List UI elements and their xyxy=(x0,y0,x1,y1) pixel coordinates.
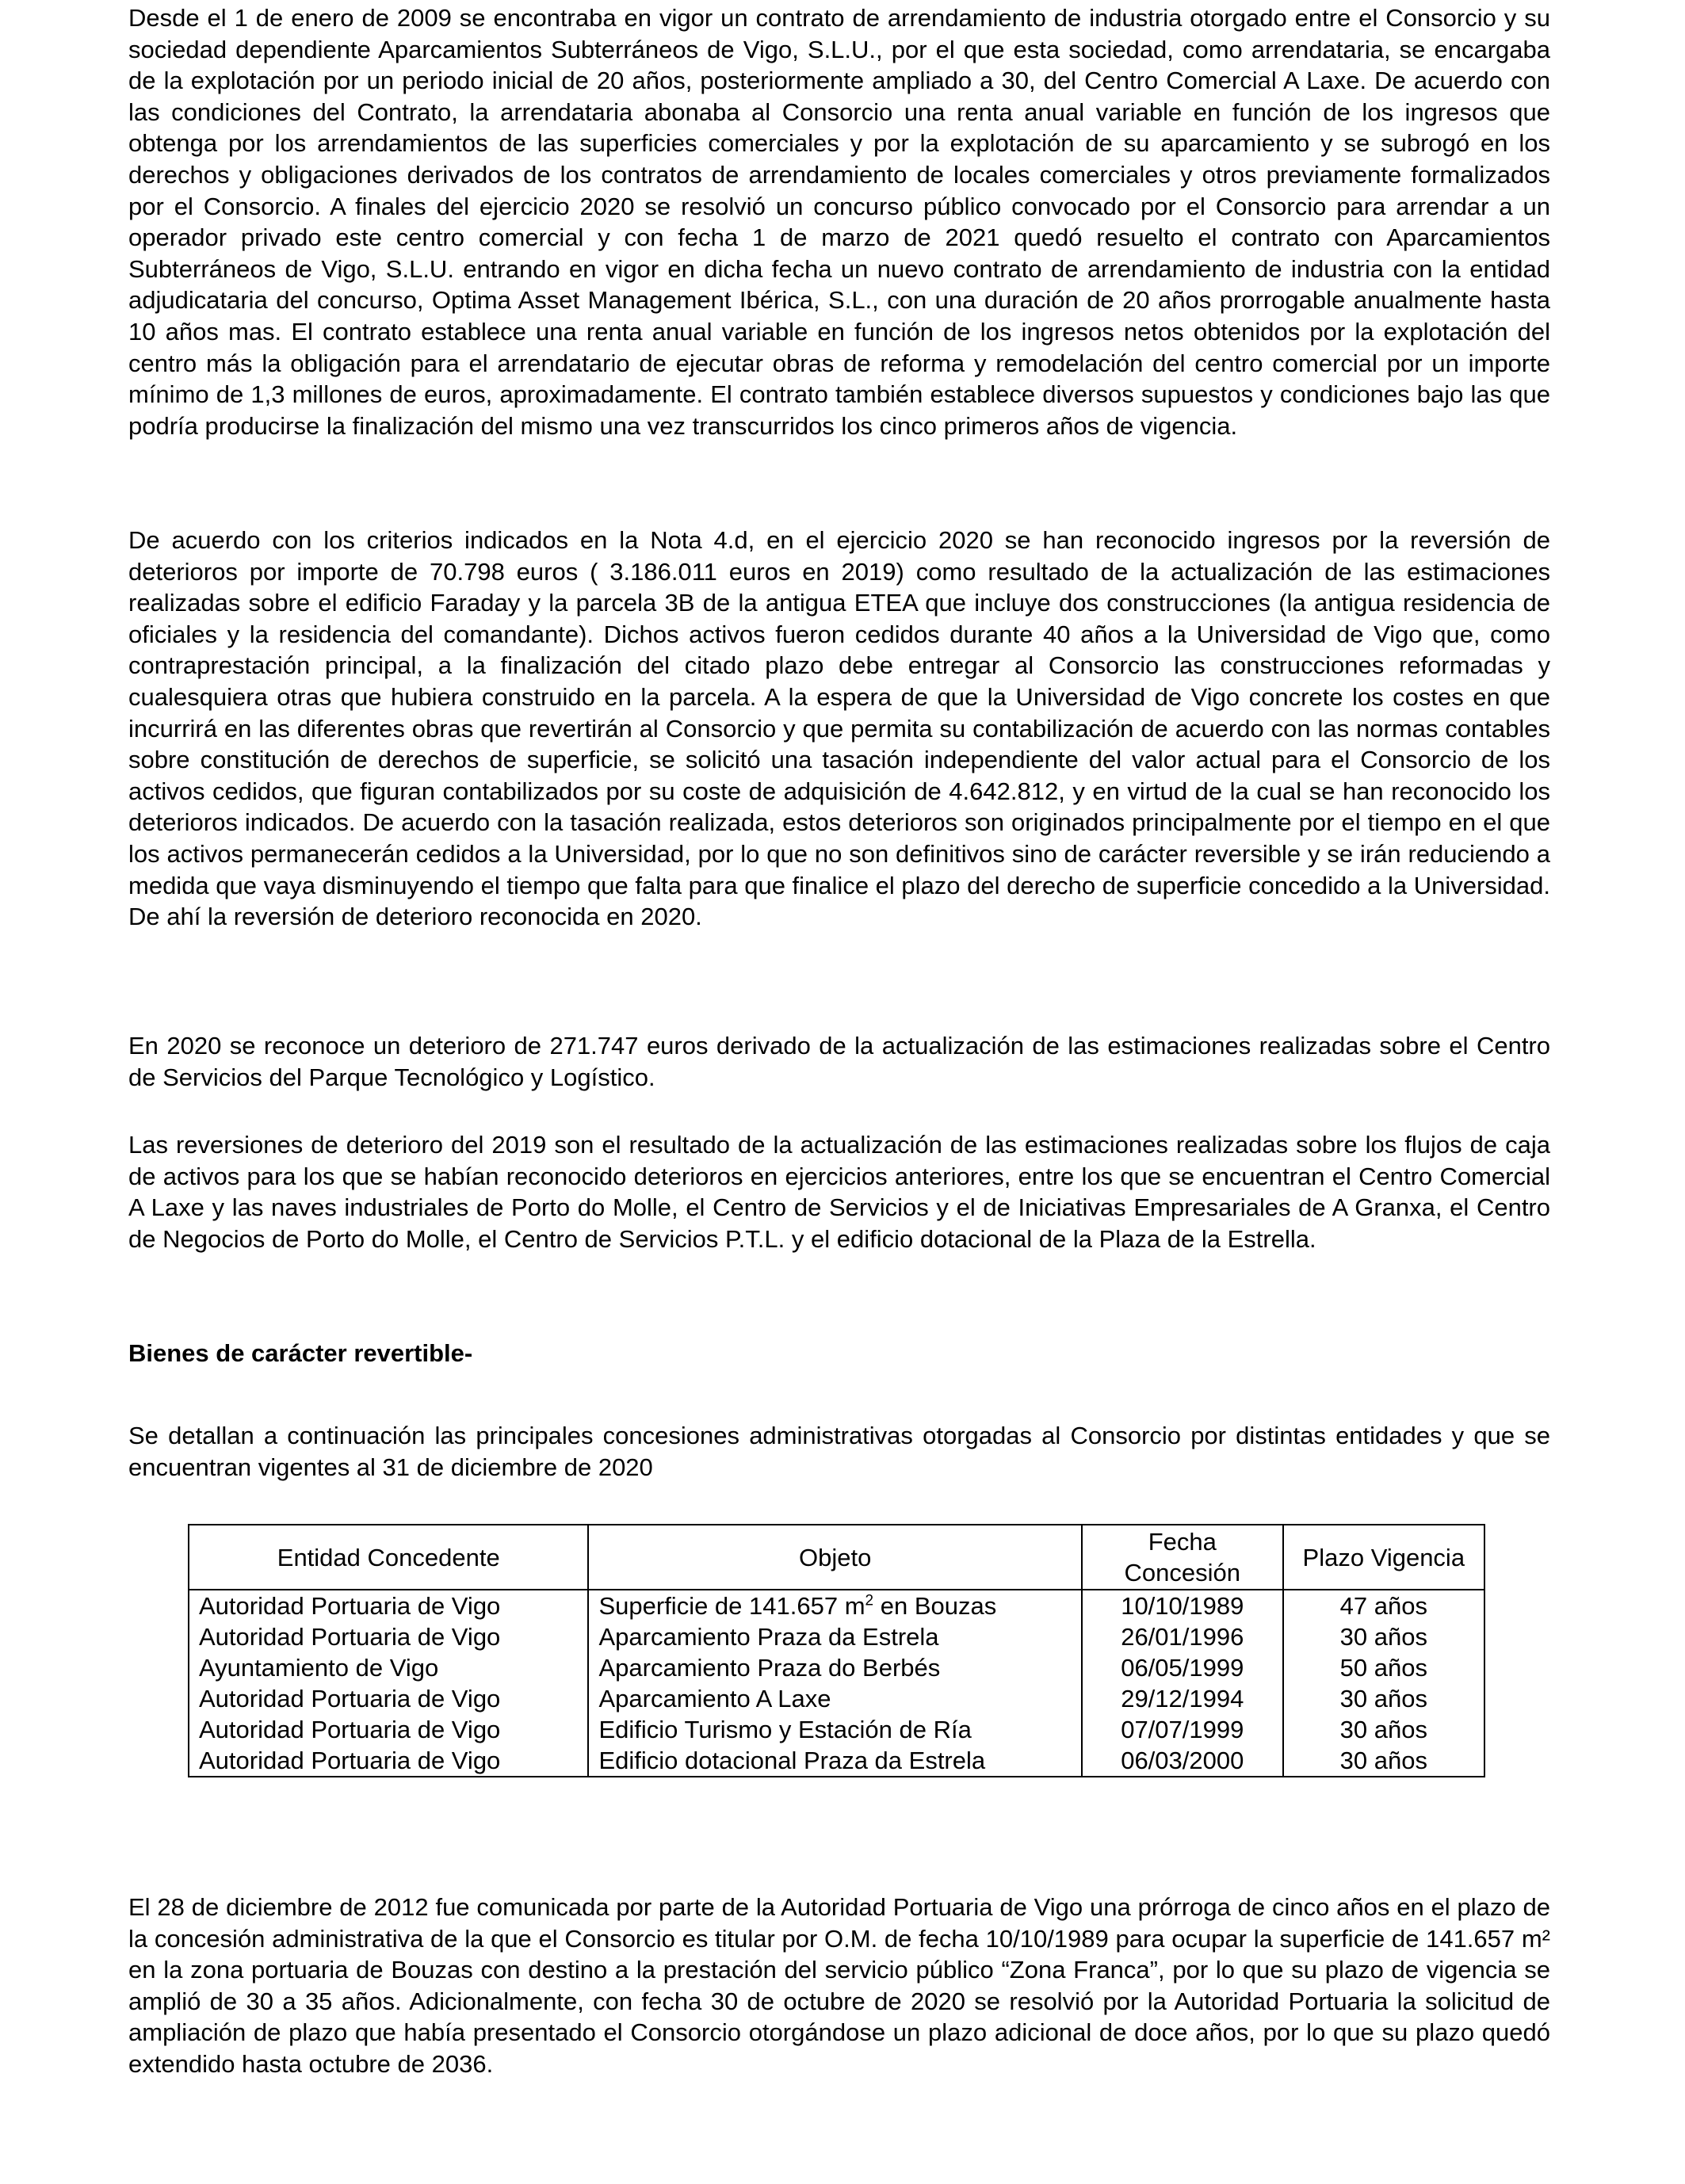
table-row xyxy=(189,1590,1484,1621)
header-objeto: Objeto xyxy=(588,1525,1081,1590)
table-row xyxy=(189,1621,1484,1652)
table-row xyxy=(189,1683,1484,1714)
paragraph-reversiones-2019: Las reversiones de deterioro del 2019 son el resultado de la actualización de las estimaciones realizadas sobre los flujos de caja de activos para los que se habían reconocido deterioros en ejercicios anteriores, entre los que se encuentran el Centro Comercial A Laxe y las naves industriales de Porto do Molle, el Centro de Servicios y el de Iniciativas Empresariales de A Granxa, el Centro de Negocios de Porto do Molle, el Centro de Servicios P.T.L. y el edificio dotacional de la Plaza de la Estrella. xyxy=(128,1131,1550,1253)
header-plazo: Plazo Vigencia xyxy=(1283,1525,1484,1590)
concessions-table xyxy=(188,1524,1485,1777)
table-row xyxy=(189,1745,1484,1777)
cell-entidad: Autoridad Portuaria de Vigo xyxy=(189,1683,588,1714)
cell-entidad: Autoridad Portuaria de Vigo xyxy=(189,1714,588,1745)
paragraph-prorroga-concesion: El 28 de diciembre de 2012 fue comunicada por parte de la Autoridad Portuaria de Vigo una prórroga de cinco años en el plazo de la concesión administrativa de la que el Consorcio es titular por O.M. de fecha 10/10/1989 para ocupar la superficie de 141.657 m² en la zona portuaria de Bouzas con destino a la prestación del servicio público “Zona Franca”, por lo que su plazo de vigencia se amplió de 30 a 35 años. Adicionalmente, con fecha 30 de octubre de 2020 se resolvió por la Autoridad Portuaria la solicitud de ampliación de plazo que había presentado el Consorcio otorgándose un plazo adicional de doce años, por lo que su plazo quedó extendido hasta octubre de 2036. xyxy=(128,1893,1550,2078)
cell-plazo: 47 años xyxy=(1283,1590,1484,1621)
cell-fecha: 26/01/1996 xyxy=(1082,1621,1283,1652)
paragraph-contrato-laxe: Desde el 1 de enero de 2009 se encontraba en vigor un contrato de arrendamiento de industria otorgado entre el Consorcio y su sociedad dependiente Aparcamientos Subterráneos de Vigo, S.L.U., por el que esta sociedad, como arrendataria, se encargaba de la explotación por un periodo inicial de 20 años, posteriormente ampliado a 30, del Centro Comercial A Laxe. De acuerdo con las condiciones del Contrato, la arrendataria abonaba al Consorcio una renta anual variable en función de los ingresos que obtenga por los arrendamientos de las superficies comerciales y por la explotación de su aparcamiento y se subrogó en los derechos y obligaciones derivados de los contratos de arrendamiento de locales comerciales y otros previamente formalizados por el Consorcio. A finales del ejercicio 2020 se resolvió un concurso público convocado por el Consorcio para arrendar a un operador privado este centro comercial y con fecha 1 de marzo de 2021 quedó resuelto el contrato con Aparcamientos Subterráneos de Vigo, S.L.U. entrando en vigor en dicha fecha un nuevo contrato de arrendamiento de industria con la entidad adjudicataria del concurso, Optima Asset Management Ibérica, S.L., con una duración de 20 años prorrogable anualmente hasta 10 años mas. El contrato establece una renta anual variable en función de los ingresos netos obtenidos por la explotación del centro más la obligación para el arrendatario de ejecutar obras de reforma y remodelación del centro comercial por un importe mínimo de 1,3 millones de euros, aproximadamente. El contrato también establece diversos supuestos y condiciones bajo las que podría producirse la finalización del mismo una vez transcurridos los cinco primeros años de vigencia. xyxy=(128,4,1550,440)
cell-fecha: 06/03/2000 xyxy=(1082,1745,1283,1777)
paragraph-reversion-deterioros: De acuerdo con los criterios indicados en la Nota 4.d, en el ejercicio 2020 se han reconocido ingresos por la reversión de deterioros por importe de 70.798 euros ( 3.186.011 euros en 2019) como resultado de la actualización de las estimaciones realizadas sobre el edificio Faraday y la parcela 3B de la antigua ETEA que incluye dos construcciones (la antigua residencia de oficiales y la residencia del comandante). Dichos activos fueron cedidos durante 40 años a la Universidad de Vigo que, como contraprestación principal, a la finalización del citado plazo debe entregar al Consorcio las construcciones reformadas y cualesquiera otras que hubiera construido en la parcela. A la espera de que la Universidad de Vigo concrete los costes en que incurrirá en las diferentes obras que revertirán al Consorcio y que permita su contabilización de acuerdo con las normas contables sobre constitución de derechos de superficie, se solicitó una tasación independiente del valor actual para el Consorcio de los activos cedidos, que figuran contabilizados por su coste de adquisición de 4.642.812, y en virtud de la cual se han reconocido los deterioros indicados. De acuerdo con la tasación realizada, estos deterioros son originados principalmente por el tiempo en el que los activos permanecerán cedidos a la Universidad, por lo que no son definitivos sino de carácter reversible y se irán reduciendo a medida que vaya disminuyendo el tiempo que falta para que finalice el plazo del derecho de superficie concedido a la Universidad. De ahí la reversión de deterioro reconocida en 2020. xyxy=(128,526,1550,931)
header-entidad: Entidad Concedente xyxy=(189,1525,588,1590)
cell-objeto-text-end: en Bouzas xyxy=(873,1592,997,1620)
cell-objeto: Edificio dotacional Praza da Estrela xyxy=(588,1745,1081,1777)
cell-entidad: Autoridad Portuaria de Vigo xyxy=(189,1590,588,1621)
cell-fecha: 07/07/1999 xyxy=(1082,1714,1283,1745)
paragraph-intro-concesiones: Se detallan a continuación las principales concesiones administrativas otorgadas al Consorcio por distintas entidades y que se encuentran vigentes al 31 de diciembre de 2020 xyxy=(128,1422,1550,1481)
cell-fecha: 06/05/1999 xyxy=(1082,1652,1283,1683)
cell-plazo: 30 años xyxy=(1283,1714,1484,1745)
cell-fecha: 10/10/1989 xyxy=(1082,1590,1283,1621)
cell-objeto xyxy=(588,1590,1081,1621)
cell-entidad: Autoridad Portuaria de Vigo xyxy=(189,1621,588,1652)
cell-objeto: Aparcamiento Praza do Berbés xyxy=(588,1652,1081,1683)
cell-fecha: 29/12/1994 xyxy=(1082,1683,1283,1714)
cell-objeto: Edificio Turismo y Estación de Ría xyxy=(588,1714,1081,1745)
cell-objeto-text: Superficie de 141.657 m xyxy=(598,1592,865,1620)
section-heading: Bienes de carácter revertible- xyxy=(128,1339,473,1367)
table-header-row xyxy=(189,1525,1484,1590)
cell-entidad: Ayuntamiento de Vigo xyxy=(189,1652,588,1683)
cell-plazo: 50 años xyxy=(1283,1652,1484,1683)
cell-objeto: Aparcamiento A Laxe xyxy=(588,1683,1081,1714)
table-row xyxy=(189,1652,1484,1683)
cell-plazo: 30 años xyxy=(1283,1745,1484,1777)
header-fecha xyxy=(1082,1525,1283,1590)
cell-objeto: Aparcamiento Praza da Estrela xyxy=(588,1621,1081,1652)
paragraph-deterioro-2020: En 2020 se reconoce un deterioro de 271.747 euros derivado de la actualización de las estimaciones realizadas sobre el Centro de Servicios del Parque Tecnológico y Logístico. xyxy=(128,1032,1550,1091)
cell-plazo: 30 años xyxy=(1283,1683,1484,1714)
cell-entidad: Autoridad Portuaria de Vigo xyxy=(189,1745,588,1777)
cell-plazo: 30 años xyxy=(1283,1621,1484,1652)
header-fecha-label: Fecha Concesión xyxy=(1124,1528,1241,1586)
table-row xyxy=(189,1714,1484,1745)
superscript-2: 2 xyxy=(865,1592,874,1609)
